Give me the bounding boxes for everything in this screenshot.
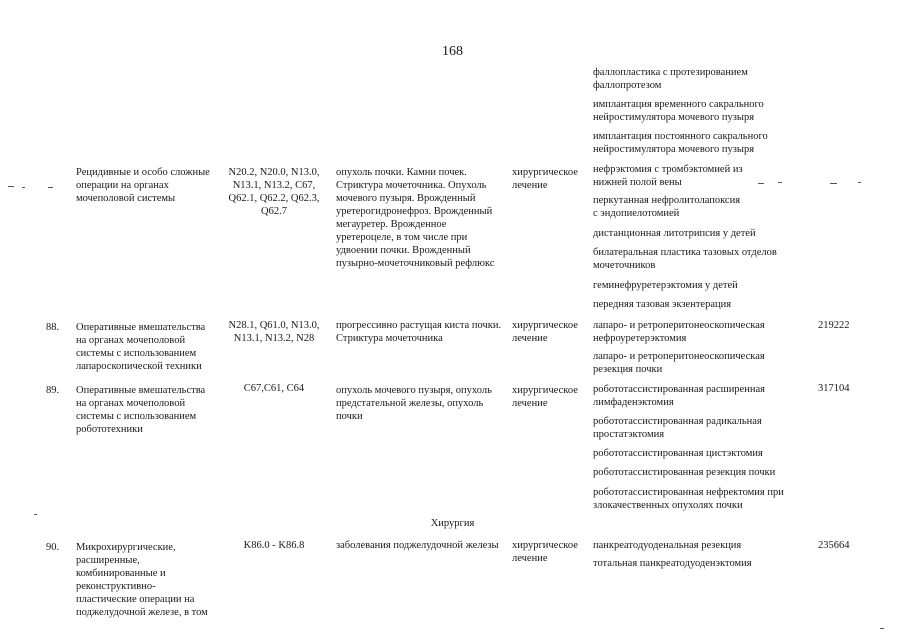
method-item: робототассистированная цистэктомия [593,448,763,459]
scan-speck [48,187,53,188]
row-cost: 235664 [818,540,850,551]
method-item: панкреатодуоденальная резекция [593,540,742,551]
page-number: 168 [442,44,463,59]
row-treatment: хирургическое лечение [512,385,578,409]
row-diagnosis: опухоль мочевого пузыря, опухоль предстательной железы, опухоль почки [336,385,492,422]
method-item: имплантация постоянного сакрального нейростимулятора мочевого пузыря [593,131,768,155]
row-cost: 219222 [818,320,850,331]
scan-speck [758,183,764,184]
scan-speck [830,183,837,184]
method-item: тотальная панкреатодуоденэктомия [593,558,752,569]
section-heading: Хирургия [430,518,475,529]
method-item: нефрэктомия с тромбэктомией из нижней полой вены [593,164,743,188]
row-diagnosis: опухоль почки. Камни почек. Стриктура мочеточника. Опухоль мочевого пузыря. Врожденный уретерогидронефроз. Врожденный мегауретер. Врожденное уретероцеле, в том числе при удвоении почки. Врожденный пузырно-мочеточниковый рефлюкс [336,167,495,269]
method-item: робототассистированная нефректомия при злокачественных опухолях почки [593,487,784,511]
row-cost: 317104 [818,383,850,394]
row-treatment: хирургическое лечение [512,540,578,564]
row-diagnosis: заболевания поджелудочной железы [336,540,499,551]
row-codes: N20.2, N20.0, N13.0, N13.1, N13.2, C67, Q62.1, Q62.2, Q62.3, Q62.7 [228,167,320,217]
method-item: перкутанная нефролитолапоксия с эндопиелотомией [593,195,741,219]
row-name: Микрохирургические, расширенные, комбинированные и реконструктивно- пластические операции на поджелудочной железе, в том [76,542,208,618]
method-item: фаллопластика с протезированием фаллопротезом [593,67,748,91]
row-name: Оперативные вмешательства на органах мочеполовой системы с использованием лапароскопической техники [76,322,206,372]
row-diagnosis: прогрессивно растущая киста почки. Стриктура мочеточника [336,320,502,344]
method-item: робототассистированная расширенная лимфаденэктомия [593,384,765,408]
row-codes: C67,C61, C64 [243,383,305,394]
scan-speck [22,187,25,188]
method-item: дистанционная литотрипсия у детей [593,228,756,239]
scan-speck [880,628,884,629]
method-item: робототассистированная резекция почки [593,467,776,478]
scan-speck [34,514,37,515]
row-number: 88. [46,322,60,333]
scan-speck [858,182,861,183]
row-codes: K86.0 - K86.8 [243,540,305,551]
method-item: передняя тазовая экзентерация [593,299,732,310]
scan-speck [8,186,14,187]
row-number: 90. [46,542,60,553]
method-item: геминефруретерэктомия у детей [593,280,738,291]
row-number: 89. [46,385,60,396]
method-item: имплантация временного сакрального нейростимулятора мочевого пузыря [593,99,764,123]
row-name: Рецидивные и особо сложные операции на органах мочеполовой системы [76,167,210,204]
scan-speck [778,182,782,183]
method-item: робототассистированная радикальная простатэктомия [593,416,762,440]
row-name: Оперативные вмешательства на органах мочеполовой системы с использованием робототехники [76,385,206,435]
method-item: лапаро- и ретроперитонеоскопическая нефроуретерэктомия [593,320,765,344]
row-codes: N28.1, Q61.0, N13.0, N13.1, N13.2, N28 [228,320,320,344]
row-treatment: хирургическое лечение [512,320,578,344]
row-treatment: хирургическое лечение [512,167,578,191]
method-item: лапаро- и ретроперитонеоскопическая резекция почки [593,351,765,375]
method-item: билатеральная пластика тазовых отделов мочеточников [593,247,777,271]
